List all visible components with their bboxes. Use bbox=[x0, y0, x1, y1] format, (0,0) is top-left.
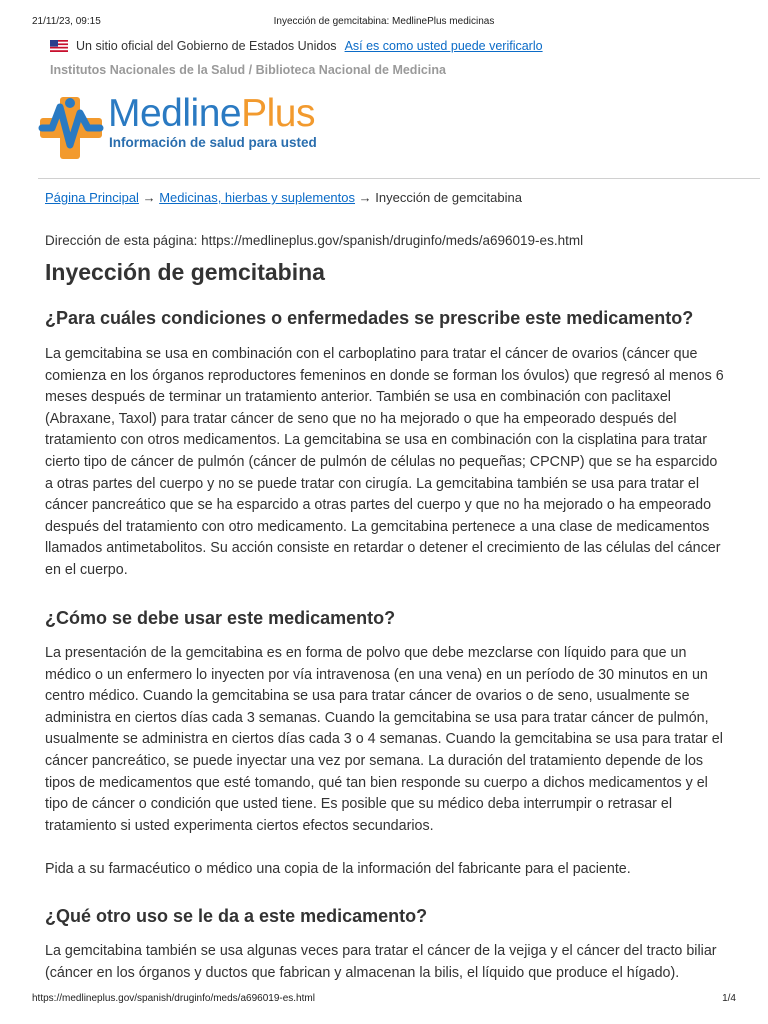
logo-wordmark bbox=[108, 93, 315, 135]
page-address: Dirección de esta página: https://medlineplus.gov/spanish/druginfo/meds/a696019-es.html bbox=[45, 233, 584, 248]
print-page-title: Inyección de gemcitabina: MedlinePlus medicinas bbox=[273, 16, 495, 27]
verify-link[interactable]: Así es como usted puede verificarlo bbox=[344, 39, 543, 53]
breadcrumb bbox=[45, 190, 522, 205]
us-flag-icon bbox=[50, 40, 68, 52]
page-title: Inyección de gemcitabina bbox=[45, 259, 325, 285]
medlineplus-logo[interactable] bbox=[38, 93, 358, 165]
logo-tagline: Información de salud para usted bbox=[109, 135, 317, 150]
breadcrumb-separator: → bbox=[138, 190, 160, 205]
section-heading-uses: ¿Para cuáles condiciones o enfermedades se prescribe este medicamento? bbox=[45, 308, 694, 328]
medlineplus-logo-icon bbox=[38, 95, 104, 161]
section-paragraph-uses: La gemcitabina se usa en combinación con el carboplatino para tratar el cáncer de ovarios (cáncer que comienza en los órganos reproductores femeninos en donde se forman los óvulos) que regresó al menos 6 meses después de terminar un tratamiento anterior. También se usa en combinación con paclitaxel (Abraxane, Taxol) para tratar cáncer de seno que no ha mejorado o que ha empeorado después del tratamiento con otros medicamentos. La gemcitabina se usa en combinación con la cisplatina para tratar cierto tipo de cáncer de pulmón (cáncer de pulmón de células no pequeñas; CPCNP) que se ha esparcido a otras partes del cuerpo y no se puede tratar con cirugía. La gemcitabina también se usa para tratar el cáncer pancreático que se ha esparcido a otras partes del cuerpo y que no ha mejorado o ha empeorado después del tratamiento con otro medicamento. La gemcitabina pertenece a una clase de medicamentos llamados antimetabolitos. Su acción consiste en retardar o detener el crecimiento de las células del cáncer en el cuerpo. bbox=[45, 346, 724, 578]
section-paragraph-other-uses: La gemcitabina también se usa algunas veces para tratar el cáncer de la vejiga y el cáncer del tracto biliar (cáncer en los órganos y ductos que fabrican y almacenan la bilis, el líquido que produce el hígado). bbox=[45, 943, 717, 981]
print-footer-url: https://medlineplus.gov/spanish/druginfo/meds/a696019-es.html bbox=[32, 993, 315, 1004]
breadcrumb-section-link[interactable]: Medicinas, hierbas y suplementos bbox=[159, 190, 356, 205]
breadcrumb-separator: → bbox=[355, 190, 376, 205]
logo-medline: Medline bbox=[108, 92, 242, 135]
section-heading-how-to-use: ¿Cómo se debe usar este medicamento? bbox=[45, 608, 396, 628]
breadcrumb-home-link[interactable]: Página Principal bbox=[45, 190, 139, 205]
breadcrumb-current: Inyección de gemcitabina bbox=[375, 190, 522, 205]
print-datetime: 21/11/23, 09:15 bbox=[32, 16, 101, 27]
gov-banner-text: Un sitio oficial del Gobierno de Estados Unidos bbox=[76, 39, 337, 53]
gov-banner bbox=[50, 37, 543, 55]
nih-line[interactable]: Institutos Nacionales de la Salud / Biblioteca Nacional de Medicina bbox=[50, 63, 446, 77]
section-paragraph-how-to-use-2: Pida a su farmacéutico o médico una copia de la información del fabricante para el paciente. bbox=[45, 861, 631, 877]
section-heading-other-uses: ¿Qué otro uso se le da a este medicamento? bbox=[45, 906, 428, 926]
section-paragraph-how-to-use: La presentación de la gemcitabina es en forma de polvo que debe mezclarse con líquido para que un médico o un enfermero lo inyecten por vía intravenosa (en una vena) en un período de 30 minutos en un centro médico. Cuando la gemcitabina se usa para tratar cáncer de ovarios o de seno, usualmente se administra en ciertos días cada 3 semanas. Cuando la gemcitabina se usa para tratar cáncer de pulmón, usualmente se administra en ciertos días cada 3 o 4 semanas. Cuando la gemcitabina se usa para tratar el cáncer pancreático, se puede inyectar una vez por semana. La duración del tratamiento depende de los tipos de medicamentos que esté tomando, qué tan bien responde su cuerpo a dichos medicamentos y el tipo de cáncer o condición que usted tiene. Es posible que su médico deba interrumpir o retrasar el tratamiento si usted experimenta ciertos efectos secundarios. bbox=[45, 645, 723, 834]
print-footer bbox=[32, 993, 736, 1007]
header-divider bbox=[38, 178, 760, 179]
page-number: 1/4 bbox=[722, 993, 736, 1004]
print-header bbox=[32, 16, 736, 30]
logo-plus: Plus bbox=[241, 92, 315, 135]
